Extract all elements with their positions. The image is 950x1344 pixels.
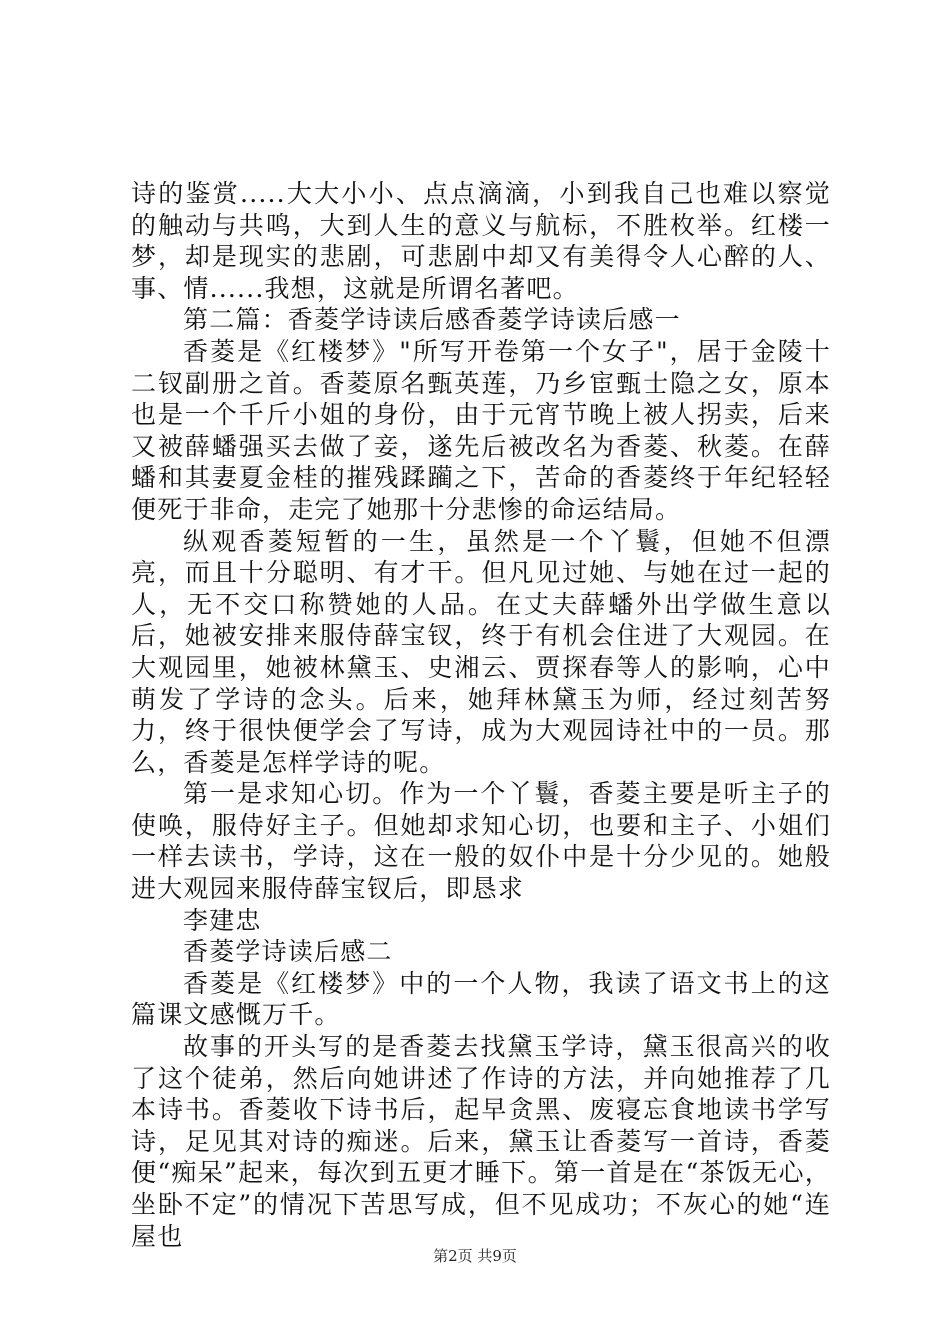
paragraph-4: 纵观香菱短暂的一生，虽然是一个丫鬟，但她不但漂亮，而且十分聪明、有才干。但凡见过她、与她在过一起的人，无不交口称赞她的人品。在丈夫薛蟠外出学做生意以后，她被安排来服侍薛宝钗，终于有机会住进了大观园。在大观园里，她被林黛玉、史湘云、贾探春等人的影响，心中萌发了学诗的念头。后来，她拜林黛玉为师，经过刻苦努力，终于很快便学会了写诗，成为大观园诗社中的一员。那么，香菱是怎样学诗的呢。 (131, 526, 831, 777)
document-body (131, 178, 831, 1252)
paragraph-8: 香菱是《红楼梦》中的一个人物，我读了语文书上的这篇课文感慨万千。 (131, 968, 831, 1030)
paragraph-9: 故事的开头写的是香菱去找黛玉学诗，黛玉很高兴的收了这个徒弟，然后向她讲述了作诗的方法，并向她推荐了几本诗书。香菱收下诗书后，起早贪黑、废寝忘食地读书学写诗，足见其对诗的痴迷。后来，黛玉让香菱写一首诗，香菱便“痴呆”起来，每次到五更才睡下。第一首是在“茶饭无心，坐卧不定”的情况下苦思写成，但不见成功；不灰心的她“连屋也 (131, 1032, 831, 1251)
section-heading-2: 第二篇：香菱学诗读后感香菱学诗读后感一 (183, 305, 681, 335)
paragraph-3: 香菱是《红楼梦》"所写开卷第一个女子"，居于金陵十二钗副册之首。香菱原名甄英莲，乃乡宦甄士隐之女，原本也是一个千斤小姐的身份，由于元宵节晚上被人拐卖，后来又被薛蟠强买去做了妾，遂先后被改名为香菱、秋菱。在薛蟠和其妻夏金桂的摧残蹂躏之下，苦命的香菱终于年纪轻轻便死于非命，走完了她那十分悲惨的命运结局。 (131, 336, 831, 524)
section-heading-7: 香菱学诗读后感二 (183, 937, 393, 967)
paragraph-5: 第一是求知心切。作为一个丫鬟，香菱主要是听主子的使唤，服侍好主子。但她却求知心切，也要和主子、小姐们一样去读书，学诗，这在一般的奴仆中是十分少见的。她般进大观园来服侍薛宝钗后，即恳求 (131, 779, 831, 904)
page-number-footer: 第2页 共9页 (433, 1247, 517, 1265)
paragraph-1: 诗的鉴赏.....大大小小、点点滴滴，小到我自己也难以察觉的触动与共鸣，大到人生的意义与航标，不胜枚举。红楼一梦，却是现实的悲剧，可悲剧中却又有美得令人心醉的人、事、情......我想，这就是所谓名著吧。 (131, 179, 831, 303)
author-name: 李建忠 (183, 905, 262, 935)
